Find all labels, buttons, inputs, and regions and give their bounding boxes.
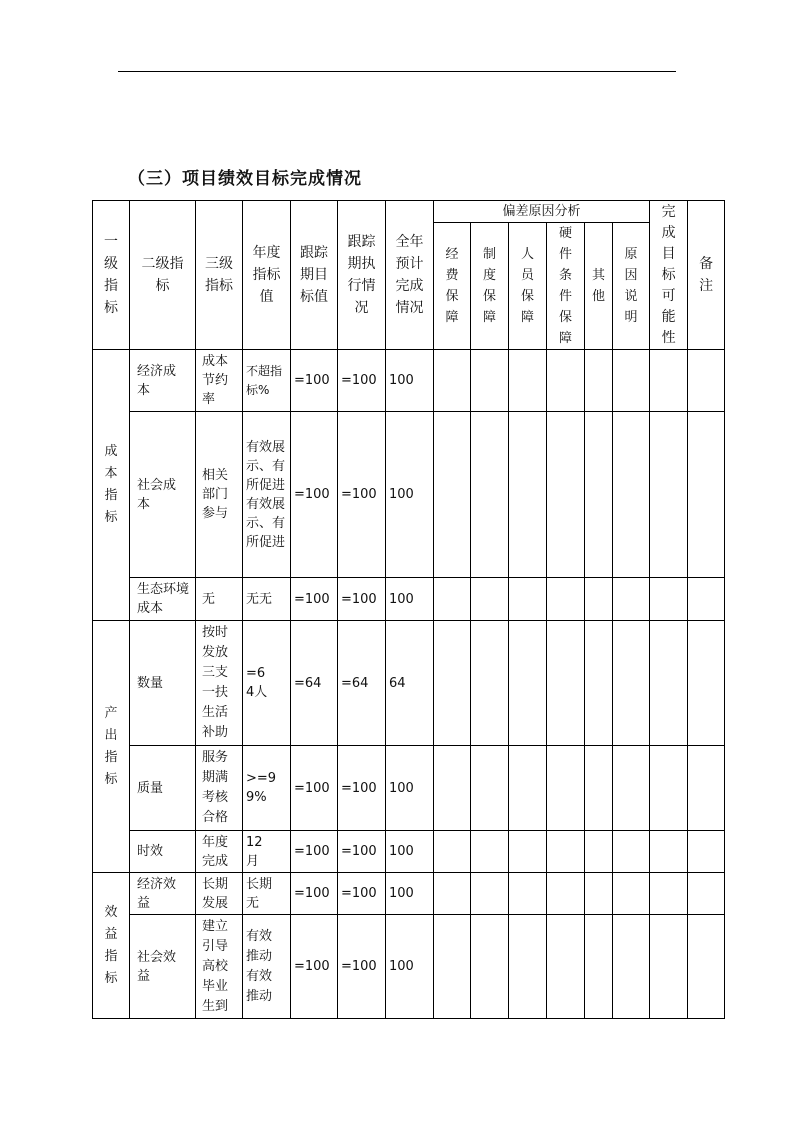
header-level1: 一级指标 xyxy=(93,201,130,350)
cell-tracking-exec: =100 xyxy=(338,746,386,831)
cell-level2: 时效 xyxy=(130,831,196,873)
cell-level2: 质量 xyxy=(130,746,196,831)
header-deviation-hardware: 硬件条件保障 xyxy=(547,223,585,350)
table-row xyxy=(93,578,725,621)
cell-tracking-target: =100 xyxy=(291,915,338,1019)
cell-tracking-target: =100 xyxy=(291,746,338,831)
cell-level3: 服务期满考核合格 xyxy=(196,746,243,831)
header-completion-possibility: 完成目标可能性 xyxy=(650,201,688,350)
cell-level3: 无 xyxy=(196,578,243,621)
cell-annual: 无无 xyxy=(243,578,291,621)
cell-annual: =64人 xyxy=(243,621,291,746)
cell-level2: 经济成本 xyxy=(130,350,196,412)
header-remarks: 备注 xyxy=(688,201,725,350)
cell-annual: 12月 xyxy=(243,831,291,873)
header-level2: 二级指标 xyxy=(130,201,196,350)
header-rule xyxy=(118,71,676,72)
group-level1-cost: 成本指标 xyxy=(93,350,130,621)
cell-tracking-target: =100 xyxy=(291,350,338,412)
cell-forecast: 100 xyxy=(386,746,434,831)
group-level1-benefit: 效益指标 xyxy=(93,873,130,1019)
cell-level2: 社会效益 xyxy=(130,915,196,1019)
cell-forecast: 100 xyxy=(386,915,434,1019)
table-row xyxy=(93,746,725,831)
cell-level2: 社会成本 xyxy=(130,412,196,578)
cell-level2: 生态环境成本 xyxy=(130,578,196,621)
cell-tracking-exec: =100 xyxy=(338,578,386,621)
table-row xyxy=(93,831,725,873)
cell-annual: >=99% xyxy=(243,746,291,831)
header-deviation-explanation: 原因说明 xyxy=(613,223,650,350)
header-deviation-group: 偏差原因分析 xyxy=(434,201,650,223)
header-tracking-execution: 跟踪期执行情况 xyxy=(338,201,386,350)
performance-table xyxy=(92,200,725,1019)
header-deviation-personnel: 人员保障 xyxy=(509,223,547,350)
header-deviation-funding: 经费保障 xyxy=(434,223,471,350)
cell-level2: 经济效益 xyxy=(130,873,196,915)
header-tracking-target: 跟踪期目标值 xyxy=(291,201,338,350)
cell-forecast: 100 xyxy=(386,350,434,412)
cell-tracking-target: =100 xyxy=(291,831,338,873)
cell-level2: 数量 xyxy=(130,621,196,746)
cell-tracking-target: =100 xyxy=(291,873,338,915)
group-level1-output: 产出指标 xyxy=(93,621,130,873)
table-row xyxy=(93,621,725,746)
cell-annual: 不超指标% xyxy=(243,350,291,412)
cell-forecast: 100 xyxy=(386,831,434,873)
cell-forecast: 100 xyxy=(386,873,434,915)
table-row xyxy=(93,412,725,578)
cell-tracking-target: =100 xyxy=(291,412,338,578)
cell-tracking-exec: =64 xyxy=(338,621,386,746)
header-annual-target: 年度指标值 xyxy=(243,201,291,350)
cell-tracking-exec: =100 xyxy=(338,350,386,412)
cell-tracking-exec: =100 xyxy=(338,412,386,578)
cell-annual: 长期无 xyxy=(243,873,291,915)
cell-tracking-target: =64 xyxy=(291,621,338,746)
cell-tracking-exec: =100 xyxy=(338,873,386,915)
cell-level3: 按时发放三支一扶生活补助 xyxy=(196,621,243,746)
header-full-year-forecast: 全年预计完成情况 xyxy=(386,201,434,350)
header-level3: 三级指标 xyxy=(196,201,243,350)
cell-level3: 建立引导高校毕业生到 xyxy=(196,915,243,1019)
cell-forecast: 64 xyxy=(386,621,434,746)
cell-level3: 长期发展 xyxy=(196,873,243,915)
header-deviation-other: 其他 xyxy=(585,223,613,350)
cell-annual: 有效推动有效推动 xyxy=(243,915,291,1019)
cell-tracking-exec: =100 xyxy=(338,915,386,1019)
table-row xyxy=(93,350,725,412)
section-title: （三）项目绩效目标完成情况 xyxy=(128,169,362,189)
cell-tracking-target: =100 xyxy=(291,578,338,621)
cell-level3: 成本节约率 xyxy=(196,350,243,412)
cell-forecast: 100 xyxy=(386,412,434,578)
table-row xyxy=(93,915,725,1019)
cell-annual: 有效展示、有所促进有效展示、有所促进 xyxy=(243,412,291,578)
cell-tracking-exec: =100 xyxy=(338,831,386,873)
cell-level3: 相关部门参与 xyxy=(196,412,243,578)
cell-level3: 年度完成 xyxy=(196,831,243,873)
table-row xyxy=(93,873,725,915)
header-deviation-system: 制度保障 xyxy=(471,223,509,350)
cell-forecast: 100 xyxy=(386,578,434,621)
